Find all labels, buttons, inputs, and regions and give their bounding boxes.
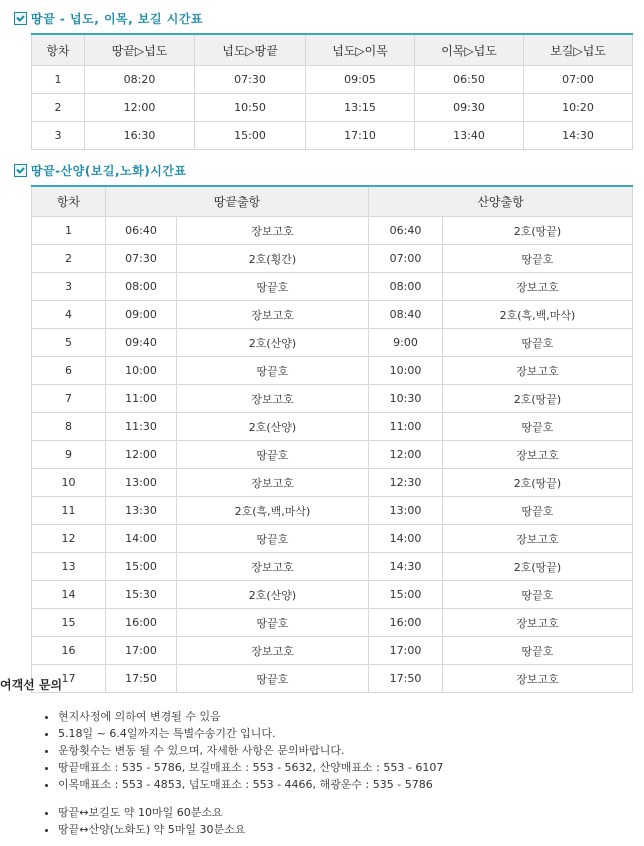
table-cell: 2호(땅끝) [443, 385, 633, 413]
header-cell: 넙도▷땅끝 [195, 34, 306, 66]
header-cell: 항차 [32, 186, 106, 217]
table-cell: 15:00 [369, 581, 443, 609]
table-row [32, 497, 633, 525]
table-cell: 장보고호 [177, 553, 369, 581]
table-cell: 장보고호 [443, 609, 633, 637]
table-cell: 17 [32, 665, 106, 693]
header-cell: 이목▷넙도 [415, 34, 524, 66]
table-cell: 땅끝호 [177, 525, 369, 553]
table-row [32, 385, 633, 413]
table-cell: 9 [32, 441, 106, 469]
boarding-timetable-2 [31, 185, 633, 693]
table-cell: 땅끝호 [443, 329, 633, 357]
table-cell: 06:40 [106, 217, 177, 245]
table-cell: 장보고호 [177, 469, 369, 497]
table-row [32, 301, 633, 329]
list-item: • 땅끝↔산양(노화도) 약 5마일 30분소요 [58, 821, 245, 838]
table-cell: 땅끝호 [177, 609, 369, 637]
checkbox-arrow-icon [14, 12, 27, 25]
table-cell: 7 [32, 385, 106, 413]
table-cell: 장보고호 [443, 273, 633, 301]
table-cell: 땅끝호 [443, 245, 633, 273]
table-cell: 땅끝호 [177, 273, 369, 301]
table-row [32, 441, 633, 469]
table-cell: 4 [32, 301, 106, 329]
table-cell: 땅끝호 [443, 497, 633, 525]
table-row [32, 66, 633, 94]
table-cell: 12:00 [106, 441, 177, 469]
table-cell: 17:10 [306, 122, 415, 150]
table-cell: 장보고호 [443, 441, 633, 469]
table-cell: 10:00 [106, 357, 177, 385]
list-item: • 땅끝매표소 : 535 - 5786, 보길매표소 : 553 - 5632, 산양매표소 : 553 - 6107 [58, 759, 443, 776]
table-cell: 장보고호 [177, 217, 369, 245]
notes-list [40, 708, 443, 793]
list-item: • 운항횟수는 변동 될 수 있으며, 자세한 사항은 문의바랍니다. [58, 742, 443, 759]
table-cell: 07:30 [195, 66, 306, 94]
table-cell: 2호(땅끝) [443, 553, 633, 581]
table-row [32, 273, 633, 301]
table-cell: 07:30 [106, 245, 177, 273]
table-cell: 14:30 [369, 553, 443, 581]
table-cell: 14:30 [524, 122, 633, 150]
table-cell: 08:00 [106, 273, 177, 301]
table-cell: 07:00 [524, 66, 633, 94]
section1-title-text: 땅끝 - 넙도, 이목, 보길 시간표 [31, 11, 203, 26]
table-cell: 13:40 [415, 122, 524, 150]
table-cell: 07:00 [369, 245, 443, 273]
table-cell: 땅끝호 [177, 441, 369, 469]
table-row [32, 245, 633, 273]
table-row [32, 609, 633, 637]
table-cell: 12:00 [369, 441, 443, 469]
table-cell: 13 [32, 553, 106, 581]
table-cell: 12 [32, 525, 106, 553]
table-cell: 10:30 [369, 385, 443, 413]
table-cell: 5 [32, 329, 106, 357]
table-cell: 13:15 [306, 94, 415, 122]
table-cell: 08:00 [369, 273, 443, 301]
table-cell: 땅끝호 [177, 665, 369, 693]
duration-list [40, 804, 245, 838]
table-cell: 2호(횡간) [177, 245, 369, 273]
table-cell: 13:00 [106, 469, 177, 497]
table-cell: 12:00 [85, 94, 195, 122]
table-cell: 장보고호 [177, 385, 369, 413]
header-cell: 보길▷넙도 [524, 34, 633, 66]
table-cell: 17:50 [369, 665, 443, 693]
table-cell: 14:00 [106, 525, 177, 553]
table-cell: 17:00 [369, 637, 443, 665]
table-cell: 08:20 [85, 66, 195, 94]
table-cell: 장보고호 [177, 301, 369, 329]
table-cell: 장보고호 [443, 665, 633, 693]
table-cell: 8 [32, 413, 106, 441]
section1-title [14, 8, 203, 28]
table-cell: 11 [32, 497, 106, 525]
table-cell: 3 [32, 273, 106, 301]
table-cell: 11:30 [106, 413, 177, 441]
table-row [32, 665, 633, 693]
table-cell: 10:50 [195, 94, 306, 122]
table-cell: 15:00 [106, 553, 177, 581]
table-cell: 11:00 [106, 385, 177, 413]
table-cell: 2 [32, 94, 85, 122]
contact-title: 여객선 문의 [0, 678, 63, 692]
table-row [32, 94, 633, 122]
table-row [32, 357, 633, 385]
list-item: • 5.18일 ~ 6.4일까지는 특별수송기간 입니다. [58, 725, 443, 742]
table-cell: 2호(땅끝) [443, 469, 633, 497]
header-cell: 산양출항 [369, 186, 633, 217]
list-item: • 이목매표소 : 553 - 4853, 넙도매표소 : 553 - 4466, 해광운수 : 535 - 5786 [58, 776, 443, 793]
boarding-timetable-1 [31, 33, 633, 150]
table-cell: 16:00 [106, 609, 177, 637]
table-cell: 땅끝호 [443, 637, 633, 665]
section2-title-text: 땅끝-산양(보길,노화)시간표 [31, 163, 187, 178]
header-cell: 넙도▷이목 [306, 34, 415, 66]
table-row [32, 413, 633, 441]
table-cell: 08:40 [369, 301, 443, 329]
list-item: • 현지사정에 의하여 변경될 수 있음 [58, 708, 443, 725]
table-cell: 1 [32, 217, 106, 245]
section2-title [14, 160, 187, 180]
table-cell: 2호(산양) [177, 329, 369, 357]
table-cell: 땅끝호 [443, 581, 633, 609]
table-cell: 12:30 [369, 469, 443, 497]
table-cell: 15 [32, 609, 106, 637]
table-cell: 10:00 [369, 357, 443, 385]
table-cell: 2호(산양) [177, 581, 369, 609]
table-cell: 13:30 [106, 497, 177, 525]
table-row [32, 581, 633, 609]
header-cell: 땅끝출항 [106, 186, 369, 217]
table-cell: 땅끝호 [177, 357, 369, 385]
table-header-row [32, 186, 633, 217]
table-cell: 09:05 [306, 66, 415, 94]
table-cell: 장보고호 [177, 637, 369, 665]
table-cell: 15:30 [106, 581, 177, 609]
table-cell: 09:40 [106, 329, 177, 357]
table-row [32, 329, 633, 357]
table-cell: 10 [32, 469, 106, 497]
table-cell: 16:30 [85, 122, 195, 150]
table-row [32, 637, 633, 665]
list-item: • 땅끝↔보길도 약 10마일 60분소요 [58, 804, 245, 821]
table-cell: 2호(흑,백,마삭) [443, 301, 633, 329]
table-cell: 땅끝호 [443, 413, 633, 441]
table-cell: 장보고호 [443, 357, 633, 385]
table-header-row [32, 34, 633, 66]
table-cell: 장보고호 [443, 525, 633, 553]
table-cell: 09:00 [106, 301, 177, 329]
table-cell: 2호(산양) [177, 413, 369, 441]
table-cell: 17:50 [106, 665, 177, 693]
table-row [32, 525, 633, 553]
table-cell: 17:00 [106, 637, 177, 665]
table-cell: 14:00 [369, 525, 443, 553]
table-cell: 3 [32, 122, 85, 150]
table-row [32, 217, 633, 245]
table-row [32, 122, 633, 150]
table-cell: 9:00 [369, 329, 443, 357]
table-row [32, 553, 633, 581]
table-cell: 15:00 [195, 122, 306, 150]
table-cell: 06:50 [415, 66, 524, 94]
table-cell: 2호(땅끝) [443, 217, 633, 245]
table-cell: 06:40 [369, 217, 443, 245]
table-cell: 13:00 [369, 497, 443, 525]
table-cell: 16:00 [369, 609, 443, 637]
table-row [32, 469, 633, 497]
header-cell: 땅끝▷넙도 [85, 34, 195, 66]
table-cell: 2호(흑,백,마삭) [177, 497, 369, 525]
checkbox-arrow-icon [14, 164, 27, 177]
table-cell: 14 [32, 581, 106, 609]
table-cell: 10:20 [524, 94, 633, 122]
table-cell: 1 [32, 66, 85, 94]
table-cell: 2 [32, 245, 106, 273]
table-cell: 09:30 [415, 94, 524, 122]
table-cell: 6 [32, 357, 106, 385]
table-cell: 16 [32, 637, 106, 665]
header-cell: 항차 [32, 34, 85, 66]
table-cell: 11:00 [369, 413, 443, 441]
